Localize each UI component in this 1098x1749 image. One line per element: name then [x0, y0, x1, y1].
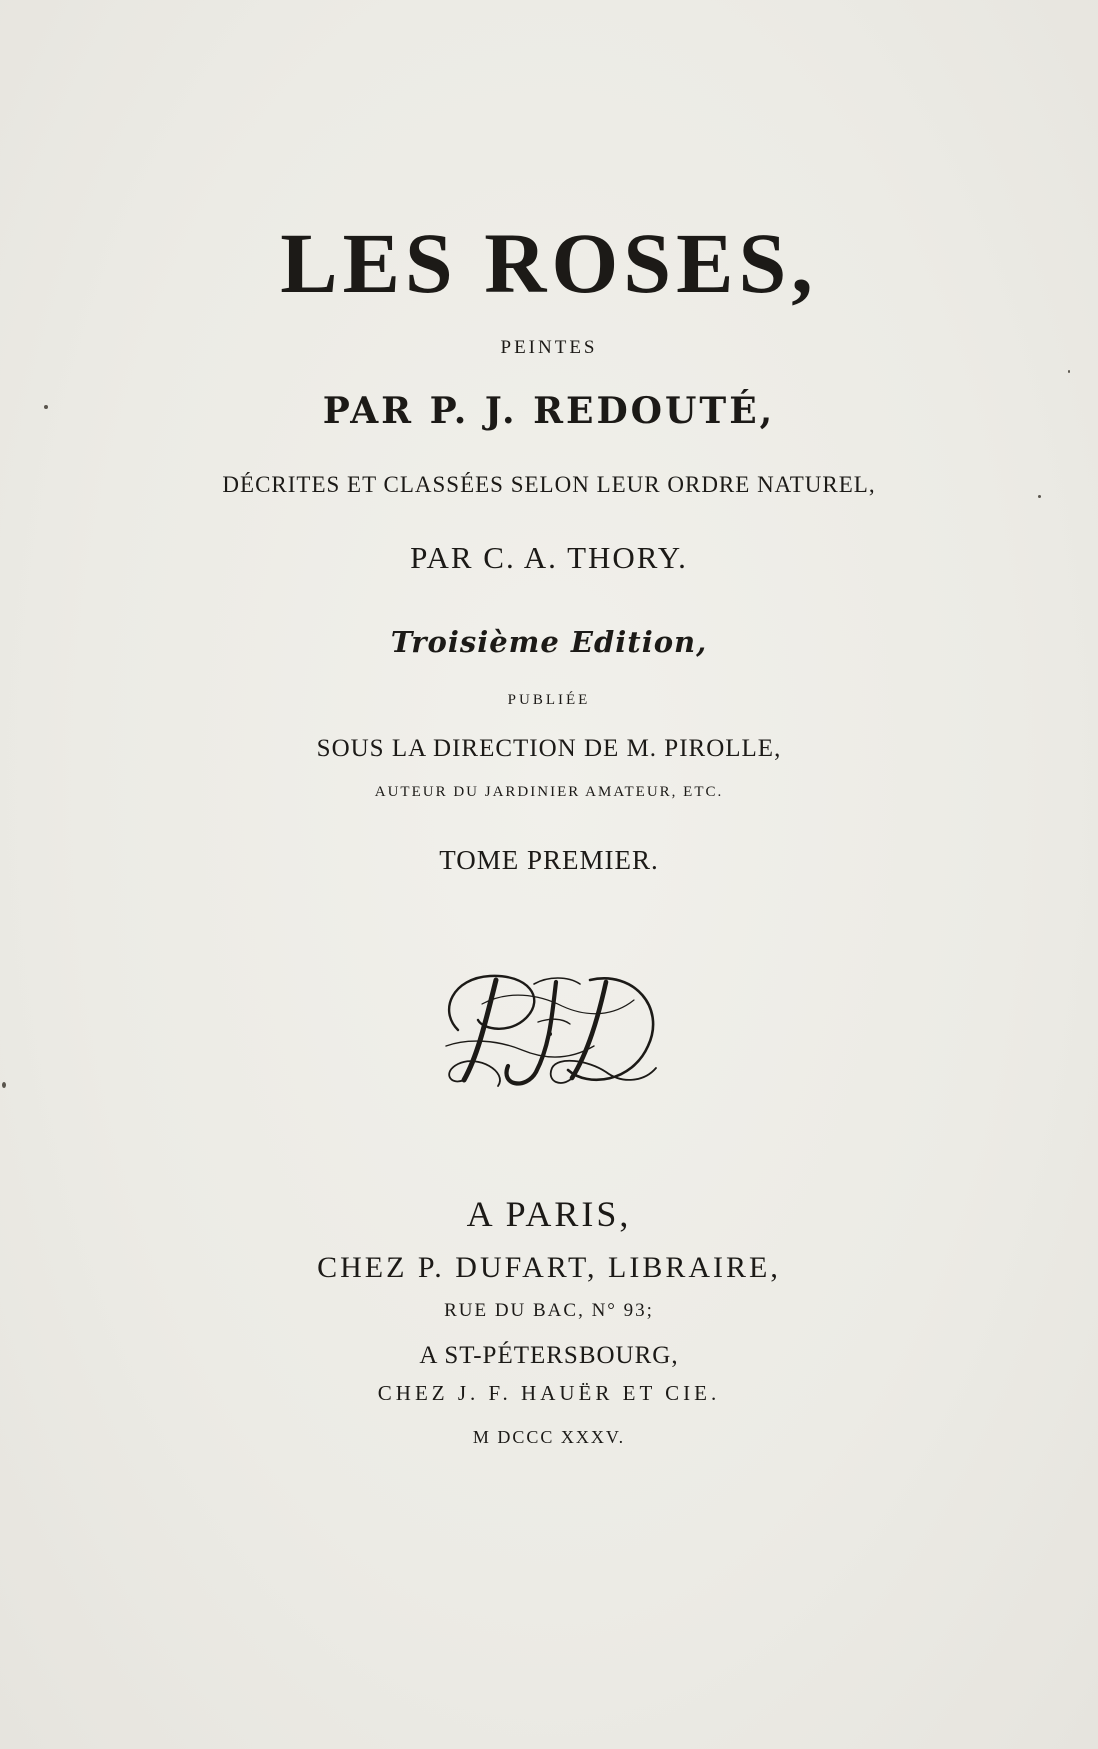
peintes-line: PEINTES [500, 337, 598, 358]
author-note-line: AUTEUR DU JARDINIER AMATEUR, ETC. [374, 784, 724, 800]
author-line: PAR C. A. THORY. [410, 540, 688, 575]
publisher-line: CHEZ P. DUFART, LIBRAIRE, [317, 1251, 781, 1284]
painter-line: PAR P. J. REDOUTÉ, [322, 390, 776, 432]
city2-line: A ST-PÉTERSBOURG, [419, 1342, 679, 1369]
monogram-ornament [438, 960, 663, 1095]
paper-speck [44, 405, 48, 409]
city-line: A PARIS, [466, 1194, 632, 1234]
publiee-line: PUBLIÉE [507, 692, 591, 708]
year-line: M DCCC XXXV. [472, 1427, 626, 1447]
volume-line: TOME PREMIER. [439, 845, 659, 875]
edition-line: Troisième Edition, [390, 625, 708, 659]
paper-speck [2, 1082, 6, 1088]
paper-speck [1068, 370, 1070, 373]
direction-line: SOUS LA DIRECTION DE M. PIROLLE, [316, 735, 782, 762]
book-title: LES ROSES, [280, 215, 818, 311]
agent-line: CHEZ J. F. HAUËR ET CIE. [377, 1381, 721, 1405]
paper-speck [1038, 495, 1041, 498]
described-line: DÉCRITES ET CLASSÉES SELON LEUR ORDRE NATUREL, [222, 472, 876, 497]
street-line: RUE DU BAC, N° 93; [444, 1300, 654, 1321]
